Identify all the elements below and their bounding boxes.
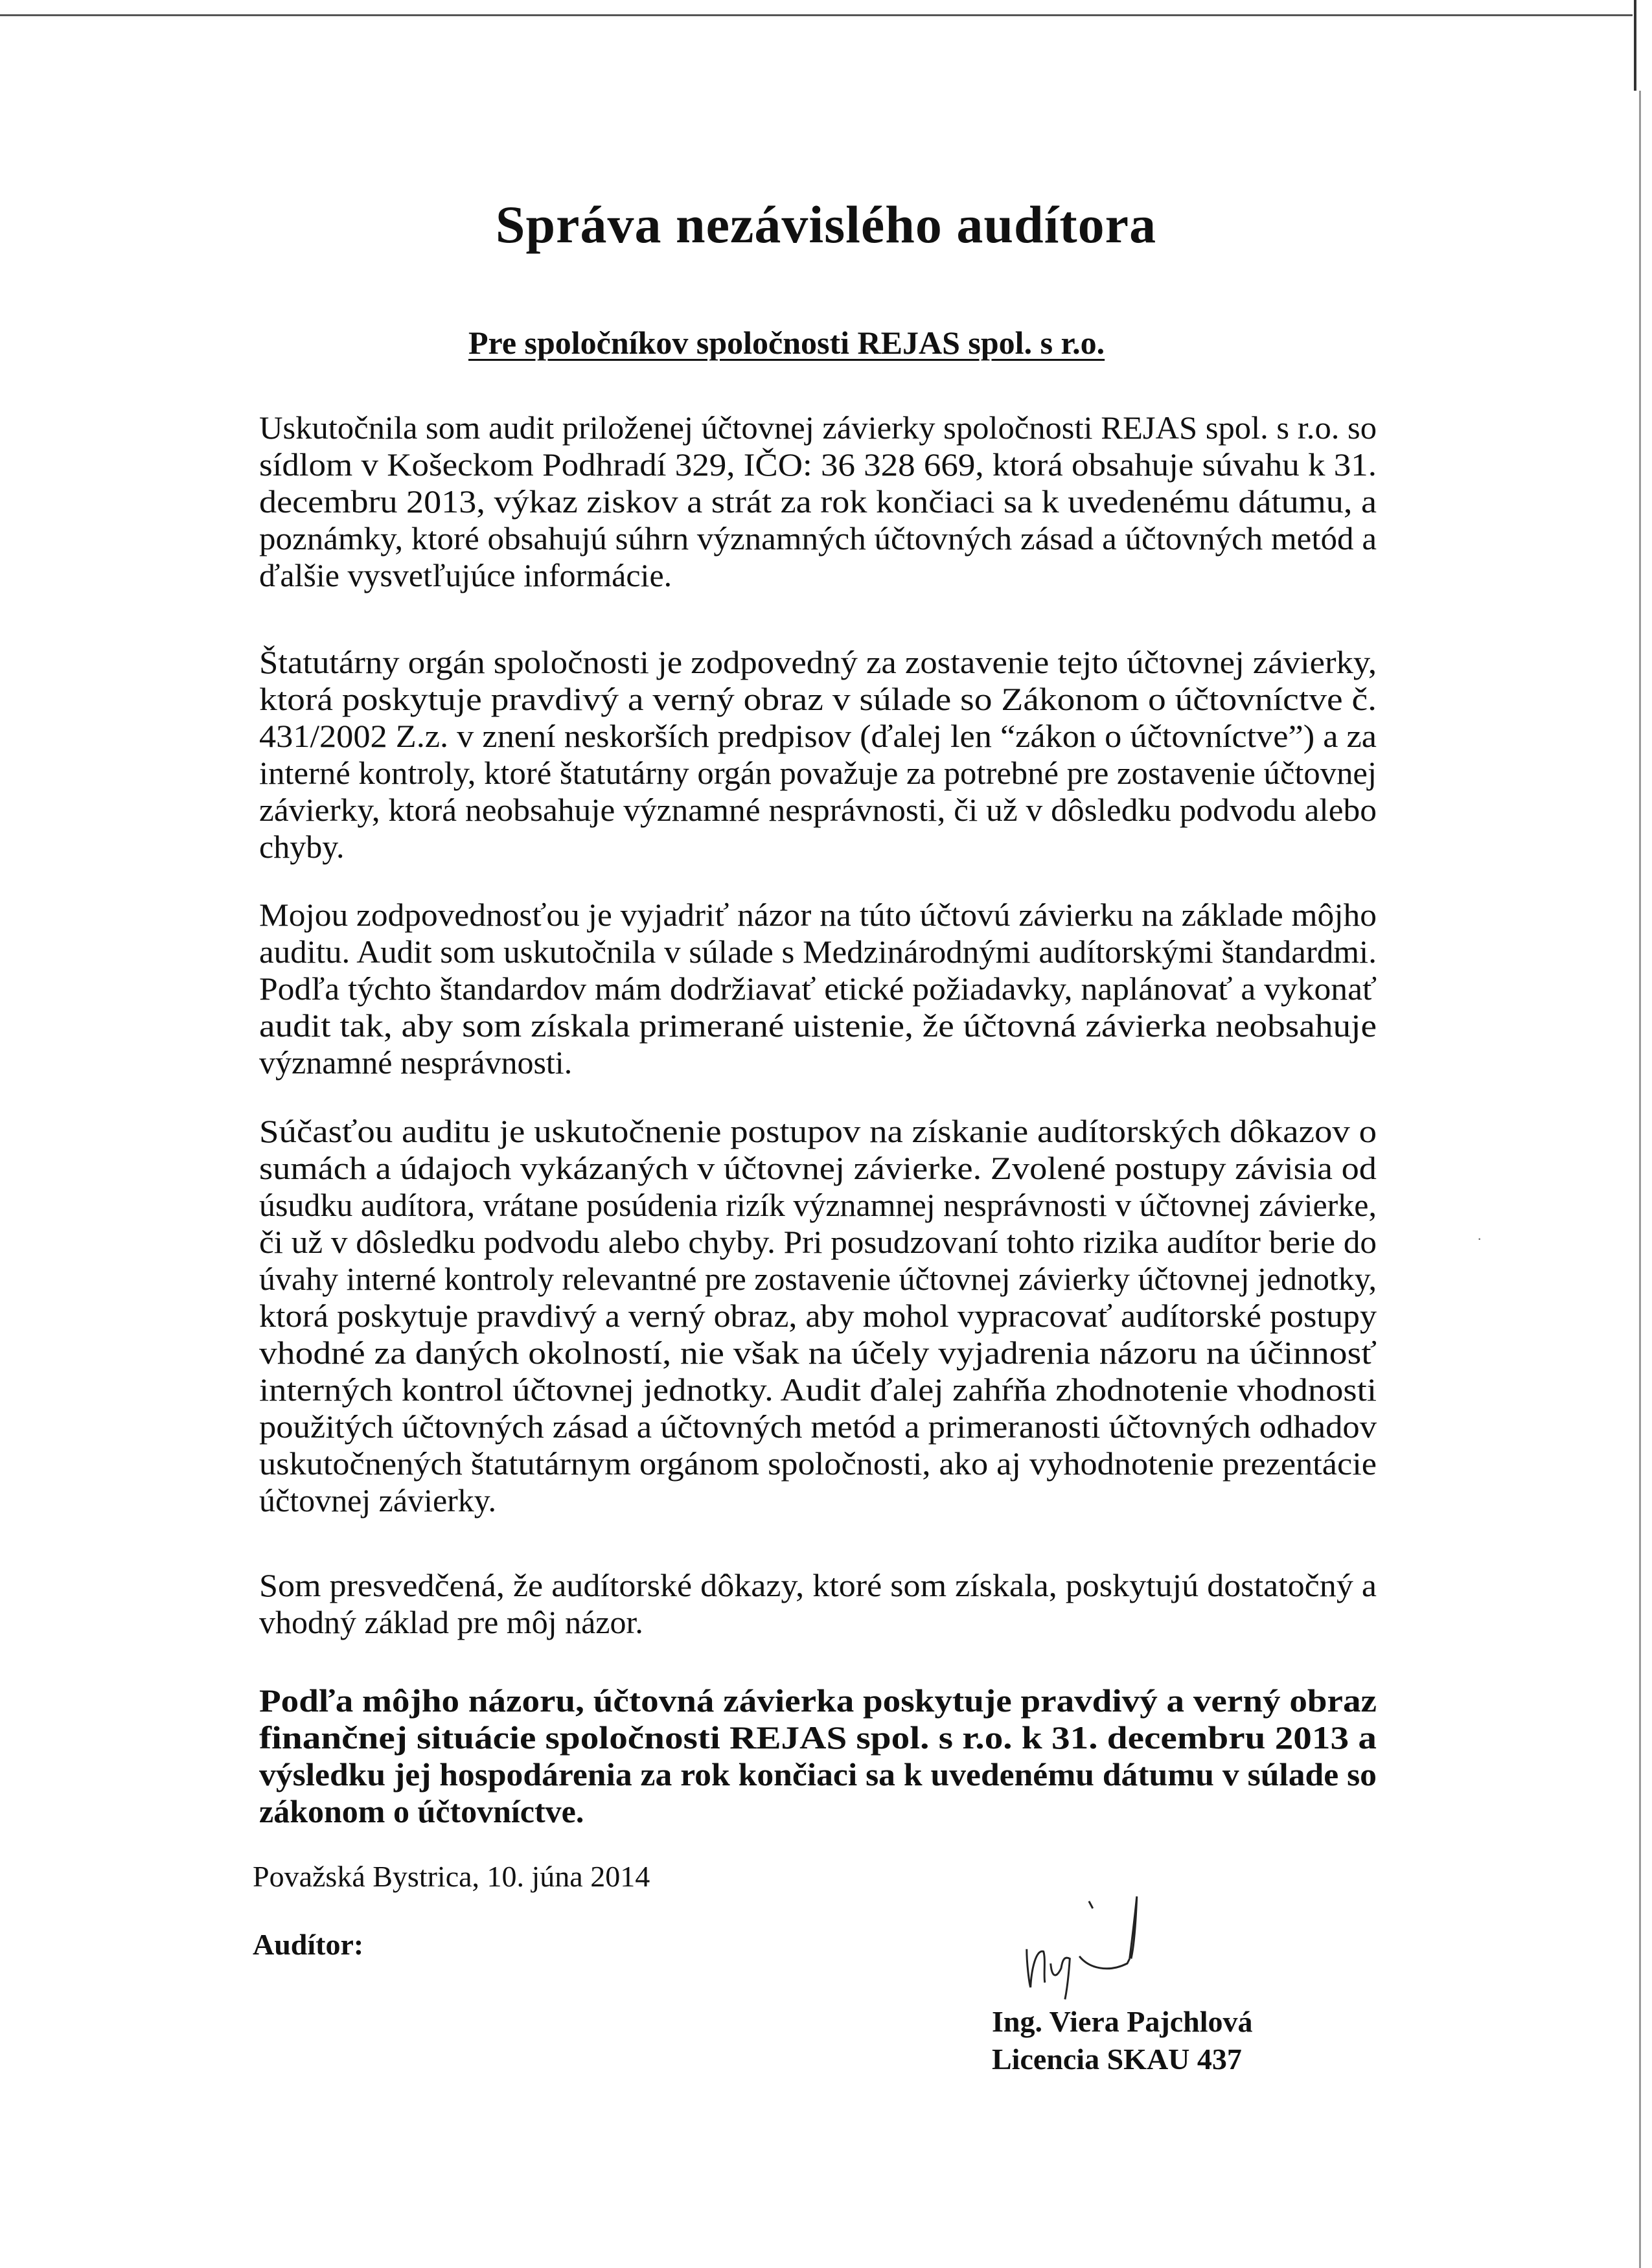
paragraph-line-row [259, 681, 1377, 718]
paragraph-line: ďalšie vysvetľujúce informácie. [259, 557, 672, 593]
paragraph-line: významné nesprávnosti. [259, 1044, 573, 1081]
document-title: Správa nezávislého audítora [495, 195, 1157, 254]
paragraph-line-row [259, 718, 1377, 755]
paragraph-line-row [259, 1756, 1377, 1793]
paragraph-line-row [259, 1261, 1377, 1298]
paragraph-line: ktorá poskytuje pravdivý a verný obraz v súlade so Zákonom o účtovníctve č. [259, 681, 1377, 717]
paragraph-line-row [259, 409, 1377, 446]
paragraph-line-row [259, 1113, 1377, 1150]
signatory-license: Licencia SKAU 437 [992, 2043, 1242, 2076]
scan-edge-right [1634, 0, 1636, 91]
scan-speck: · [1477, 1231, 1482, 1247]
paragraph-line: interné kontroly, ktoré štatutárny orgán považuje za potrebné pre zostavenie účtovnej [259, 755, 1377, 791]
paragraph-line-row [259, 897, 1377, 934]
paragraph-line: 431/2002 Z.z. v znení neskorších predpisov (ďalej len “zákon o účtovníctve”) a za [259, 718, 1377, 754]
paragraph-scope [259, 409, 1377, 594]
paragraph-line: závierky, ktorá neobsahuje významné nesprávnosti, či už v dôsledku podvodu alebo [259, 792, 1377, 828]
paragraph-line: Uskutočnila som audit priloženej účtovnej závierky spoločnosti REJAS spol. s r.o. so [259, 409, 1377, 446]
paragraph-line-row [259, 1150, 1377, 1187]
paragraph-auditor-responsibility [259, 897, 1377, 1081]
paragraph-line-row [259, 755, 1377, 792]
paragraph-line: poznámky, ktoré obsahujú súhrn významných účtovných zásad a účtovných metód a [259, 520, 1377, 556]
paragraph-line-row [259, 520, 1377, 557]
handwritten-signature [978, 1892, 1276, 2002]
document-subtitle: Pre spoločníkov spoločnosti REJAS spol. s r.o. [468, 325, 1105, 361]
paragraph-line: uskutočnených štatutárnym orgánom spoločnosti, ako aj vyhodnotenie prezentácie [259, 1445, 1377, 1482]
paragraph-line-row [259, 970, 1377, 1007]
scan-edge-top [0, 14, 1633, 16]
paragraph-line: úsudku audítora, vrátane posúdenia rizík významnej nesprávnosti v účtovnej závierke, [259, 1187, 1377, 1223]
paragraph-line: účtovnej závierky. [259, 1482, 497, 1518]
paragraph-line: Štatutárny orgán spoločnosti je zodpovedný za zostavenie tejto účtovnej závierky, [259, 644, 1377, 680]
paragraph-line: Som presvedčená, že audítorské dôkazy, ktoré som získala, poskytujú dostatočný a [259, 1567, 1377, 1603]
paragraph-line-row [259, 1224, 1377, 1261]
paragraph-line-row [259, 1334, 1377, 1371]
paragraph-line: sídlom v Košeckom Podhradí 329, IČO: 36 328 669, ktorá obsahuje súvahu k 31. [259, 446, 1377, 483]
paragraph-line-row [259, 829, 1377, 865]
paragraph-line: použitých účtovných zásad a účtovných metód a primeranosti účtovných odhadov [259, 1408, 1377, 1445]
paragraph-line-row [259, 1793, 1377, 1830]
paragraph-line: vhodný základ pre môj názor. [259, 1604, 643, 1640]
paragraph-opinion [259, 1682, 1377, 1830]
paragraph-line: Súčasťou auditu je uskutočnenie postupov na získanie audítorských dôkazov o [259, 1113, 1377, 1149]
paragraph-audit-procedures [259, 1113, 1377, 1519]
paragraph-line-row [259, 483, 1377, 520]
paragraph-line-row [259, 792, 1377, 829]
paragraph-line: decembru 2013, výkaz ziskov a strát za rok končiaci sa k uvedenému dátumu, a [259, 483, 1377, 520]
signatory-name: Ing. Viera Pajchlová [992, 2005, 1253, 2038]
paragraph-line-row [259, 1445, 1377, 1482]
paragraph-line-row [259, 1408, 1377, 1445]
paragraph-line-row [259, 557, 1377, 594]
paragraph-line: či už v dôsledku podvodu alebo chyby. Pri posudzovaní tohto rizika audítor berie do [259, 1224, 1377, 1260]
paragraph-line-row [259, 1371, 1377, 1408]
paragraph-line: auditu. Audit som uskutočnila v súlade s Medzinárodnými audítorskými štandardmi. [259, 934, 1377, 970]
paragraph-line: Podľa môjho názoru, účtovná závierka poskytuje pravdivý a verný obraz [259, 1682, 1377, 1719]
paragraph-line-row [259, 1682, 1377, 1719]
scan-edge-right-faint [1639, 91, 1641, 2268]
paragraph-line: audit tak, aby som získala primerané uistenie, že účtovná závierka neobsahuje [259, 1007, 1377, 1044]
paragraph-line: ktorá poskytuje pravdivý a verný obraz, aby mohol vypracovať audítorské postupy [259, 1298, 1377, 1334]
paragraph-line: Podľa týchto štandardov mám dodržiavať etické požiadavky, naplánovať a vykonať [259, 970, 1377, 1007]
paragraph-line: sumách a údajoch vykázaných v účtovnej závierke. Zvolené postupy závisia od [259, 1150, 1377, 1186]
paragraph-line-row [259, 1482, 1377, 1519]
paragraph-line-row [259, 446, 1377, 483]
paragraph-line: vhodné za daných okolností, nie však na účely vyjadrenia názoru na účinnosť [259, 1334, 1377, 1371]
paragraph-line-row [259, 934, 1377, 970]
paragraph-line: úvahy interné kontroly relevantné pre zostavenie účtovnej závierky účtovnej jednotky, [259, 1261, 1377, 1297]
paragraph-line-row [259, 1187, 1377, 1224]
paragraph-line-row [259, 1044, 1377, 1081]
paragraph-line: interných kontrol účtovnej jednotky. Audit ďalej zahŕňa zhodnotenie vhodnosti [259, 1371, 1377, 1408]
paragraph-line: zákonom o účtovníctve. [259, 1793, 584, 1829]
auditor-label: Audítor: [253, 1928, 364, 1961]
paragraph-line: finančnej situácie spoločnosti REJAS spol. s r.o. k 31. decembru 2013 a [259, 1719, 1377, 1756]
paragraph-evidence [259, 1567, 1377, 1641]
paragraph-line-row [259, 1007, 1377, 1044]
paragraph-line-row [259, 1567, 1377, 1604]
paragraph-line-row [259, 1298, 1377, 1334]
paragraph-line-row [259, 644, 1377, 681]
paragraph-line: chyby. [259, 829, 345, 865]
paragraph-line-row [259, 1719, 1377, 1756]
place-and-date: Považská Bystrica, 10. júna 2014 [253, 1860, 650, 1893]
paragraph-line: výsledku jej hospodárenia za rok končiaci sa k uvedenému dátumu v súlade so [259, 1756, 1377, 1793]
paragraph-management-responsibility [259, 644, 1377, 865]
paragraph-line: Mojou zodpovednosťou je vyjadriť názor na túto účtovú závierku na základe môjho [259, 897, 1377, 933]
signatory-block [992, 2003, 1252, 2078]
paragraph-line-row [259, 1604, 1377, 1641]
